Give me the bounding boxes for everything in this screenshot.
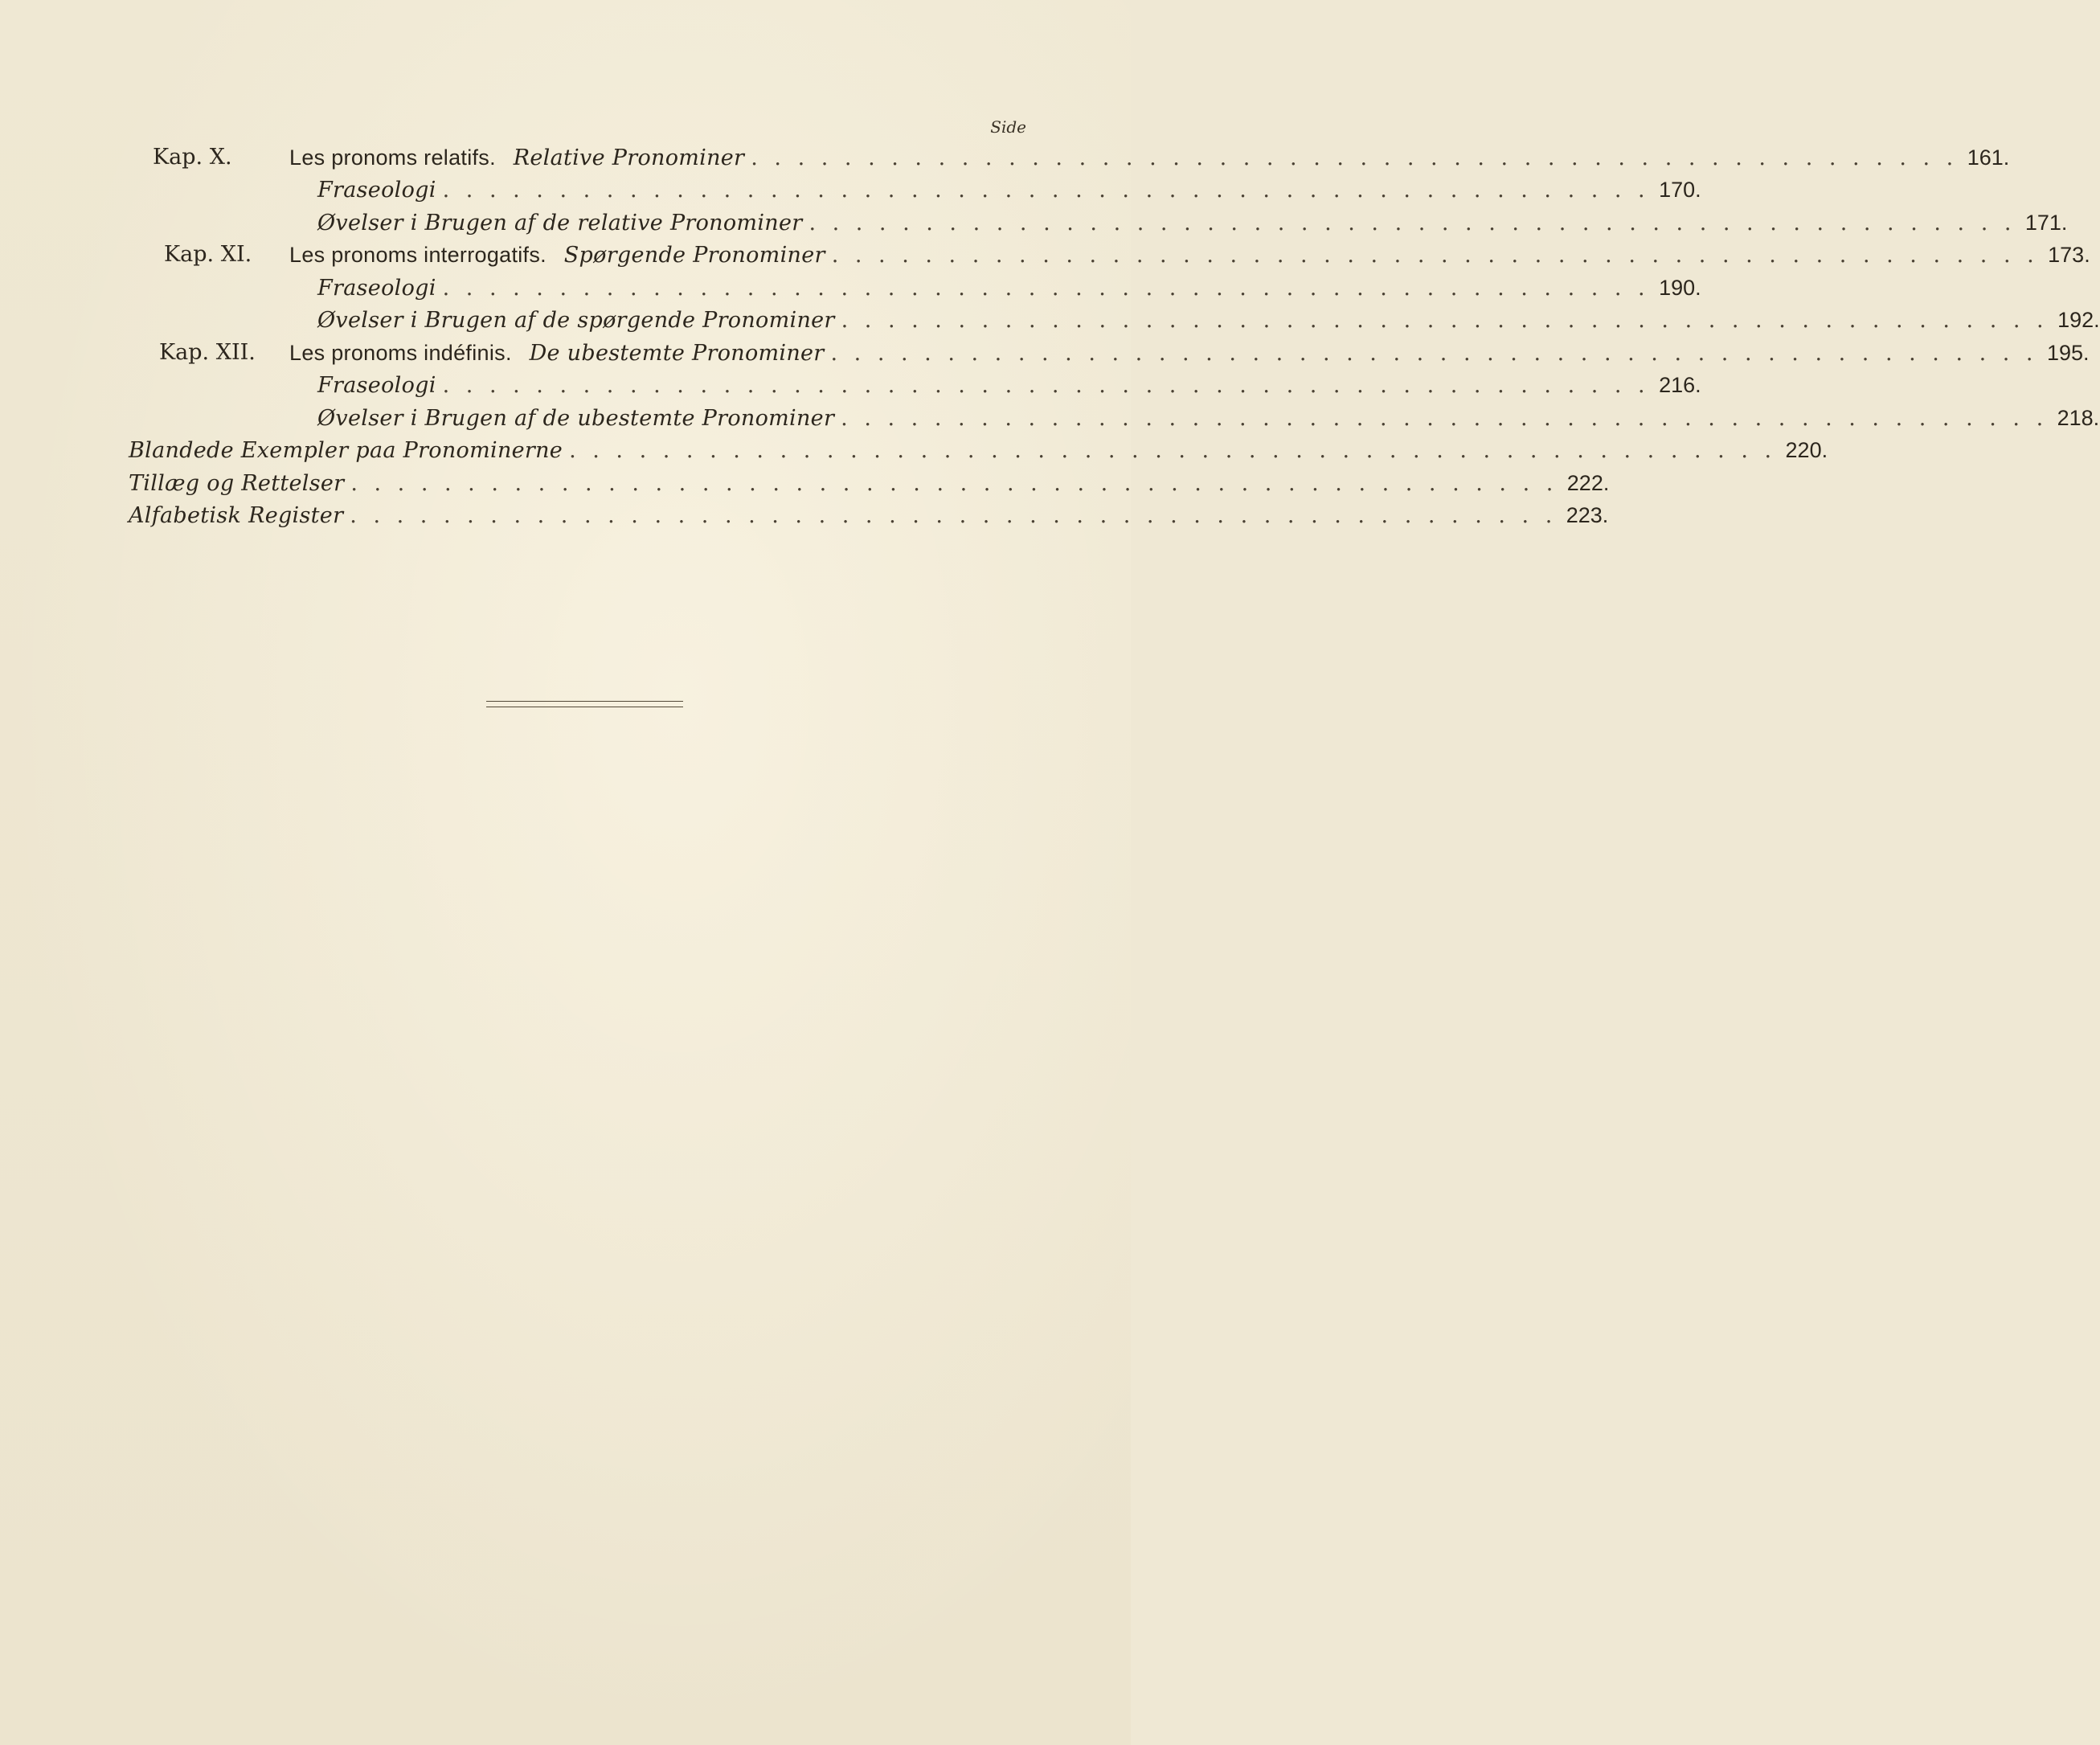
page-number: 222. <box>1566 470 1610 495</box>
entry-title-danish: Tillæg og Rettelser <box>129 470 345 496</box>
page-number: 223. <box>1566 503 1609 527</box>
entry-title-danish: Fraseologi <box>317 373 436 398</box>
leader-dots: . . . . . . . . . . . . . . . . . . . . . . . . . . . . . . . . . . . . . . . . . . . . . . . . . . . . <box>350 470 1558 496</box>
entry-title-french: Les pronoms indéfinis. <box>289 340 512 365</box>
toc-row <box>129 239 2090 272</box>
toc-row <box>129 272 1701 305</box>
leader-dots: . . . . . . . . . . . . . . . . . . . . . . . . . . . . . . . . . . . . . . . . . . . . . . . . . . . . <box>808 210 2016 236</box>
entry-title-danish: Relative Pronominer <box>513 145 745 170</box>
page-number: 220. <box>1785 438 1828 462</box>
toc-row <box>129 369 1701 402</box>
entry-title-danish: De ubestemte Pronominer <box>529 340 825 366</box>
leader-dots: . . . . . . . . . . . . . . . . . . . . . . . . . . . . . . . . . . . . . . . . . . . . . . . . . . . . <box>841 308 2049 333</box>
page-number: 195. <box>2046 340 2090 365</box>
toc-row <box>129 434 1828 467</box>
entry-title-danish: Øvelser i Brugen af de relative Pronominer <box>317 210 803 236</box>
leader-dots: . . . . . . . . . . . . . . . . . . . . . . . . . . . . . . . . . . . . . . . . . . . . . . . . . . . . <box>350 503 1558 528</box>
leader-dots: . . . . . . . . . . . . . . . . . . . . . . . . . . . . . . . . . . . . . . . . . . . . . . . . . . . . <box>442 178 1650 203</box>
page-number: 173. <box>2048 243 2090 267</box>
entry-title-french: Les pronoms interrogatifs. <box>289 243 546 267</box>
chapter-number: Kap. X. <box>153 145 232 170</box>
page-number: 171. <box>2024 210 2068 235</box>
entry-title-danish: Øvelser i Brugen af de spørgende Pronominer <box>317 308 835 333</box>
entry-title-french: Les pronoms relatifs. <box>289 145 496 170</box>
toc-row <box>129 141 2010 174</box>
entry-title-danish: Blandede Exempler paa Pronominerne <box>129 438 563 463</box>
chapter-number: Kap. XII. <box>159 339 256 365</box>
toc-row <box>129 337 2090 370</box>
toc-row <box>129 402 2100 435</box>
leader-dots: . . . . . . . . . . . . . . . . . . . . . . . . . . . . . . . . . . . . . . . . . . . . . . . . . . . . <box>751 145 1959 170</box>
toc-row <box>129 499 1609 532</box>
leader-dots: . . . . . . . . . . . . . . . . . . . . . . . . . . . . . . . . . . . . . . . . . . . . . . . . . . . . <box>830 340 2038 366</box>
leader-dots: . . . . . . . . . . . . . . . . . . . . . . . . . . . . . . . . . . . . . . . . . . . . . . . . . . . . <box>831 243 2039 268</box>
entry-title-danish: Fraseologi <box>317 178 436 203</box>
chapter-number: Kap. XI. <box>164 242 252 267</box>
toc-row <box>129 304 2100 337</box>
entry-title-danish: Øvelser i Brugen af de ubestemte Pronominer <box>317 405 835 431</box>
entry-title <box>289 337 825 371</box>
leader-dots: . . . . . . . . . . . . . . . . . . . . . . . . . . . . . . . . . . . . . . . . . . . . . . . . . . . . <box>569 438 1777 463</box>
page-number: 216. <box>1659 373 1701 397</box>
page-number: 192. <box>2057 308 2100 332</box>
toc-row <box>129 467 1610 500</box>
section-divider <box>486 701 683 707</box>
leader-dots: . . . . . . . . . . . . . . . . . . . . . . . . . . . . . . . . . . . . . . . . . . . . . . . . . . . . <box>442 373 1650 398</box>
page-number: 190. <box>1659 275 1701 300</box>
leader-dots: . . . . . . . . . . . . . . . . . . . . . . . . . . . . . . . . . . . . . . . . . . . . . . . . . . . . <box>841 405 2049 431</box>
page-number: 170. <box>1659 178 1701 202</box>
entry-title <box>289 239 825 272</box>
toc-row <box>129 207 2068 240</box>
entry-title-danish: Spørgende Pronominer <box>563 243 825 268</box>
page-number: 218. <box>2057 405 2100 430</box>
entry-title-danish: Alfabetisk Register <box>129 503 344 528</box>
page-column-header: Side <box>990 117 1026 137</box>
table-of-contents <box>129 141 2100 532</box>
entry-title-danish: Fraseologi <box>317 275 436 301</box>
leader-dots: . . . . . . . . . . . . . . . . . . . . . . . . . . . . . . . . . . . . . . . . . . . . . . . . . . . . <box>442 275 1650 301</box>
toc-row <box>129 174 1701 207</box>
page-number: 161. <box>1967 145 2010 170</box>
entry-title <box>289 141 744 175</box>
